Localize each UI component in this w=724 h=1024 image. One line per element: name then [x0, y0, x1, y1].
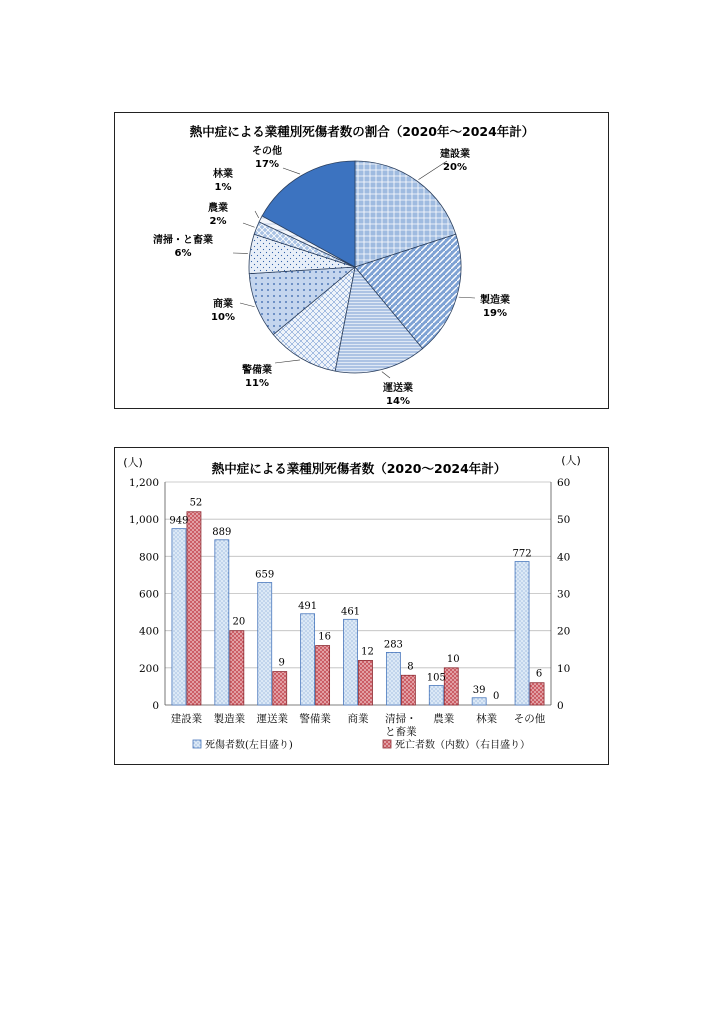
left-axis-tick: 1,200 [128, 477, 159, 489]
x-category-label: 農業 [433, 713, 455, 725]
left-axis-unit: (人) [123, 456, 143, 469]
data-label-deaths: 8 [407, 661, 414, 673]
pie-leader-line [283, 168, 300, 174]
pie-leader-line [382, 372, 390, 378]
data-label-deaths: 10 [446, 653, 460, 665]
left-axis-tick: 1,000 [128, 514, 159, 527]
pie-slice-percent: 20% [443, 162, 467, 173]
bar-casualties [344, 619, 358, 705]
pie-slice-label: 清掃・と畜業 [153, 235, 213, 246]
pie-slice-percent: 14% [386, 396, 410, 407]
data-label-deaths: 6 [535, 668, 543, 680]
pie-leader-line [459, 297, 475, 298]
legend-label-casualties: 死傷者数(左目盛り) [205, 740, 293, 751]
legend-label-deaths: 死亡者数（内数）（右目盛り） [395, 740, 530, 751]
data-label-deaths: 52 [189, 497, 203, 509]
pie-slice-label: 建設業 [440, 149, 470, 160]
bar-deaths [530, 683, 544, 705]
pie-leader-line [243, 223, 255, 227]
data-label-deaths: 9 [278, 657, 285, 669]
left-axis-tick: 600 [138, 588, 159, 601]
x-category-label: 製造業 [213, 713, 246, 725]
pie-leader-line [275, 360, 300, 363]
right-axis-tick: 10 [557, 662, 571, 675]
bar-deaths [187, 512, 201, 705]
left-axis-tick: 400 [138, 625, 159, 638]
x-category-label: 運送業 [256, 713, 288, 725]
pie-slice-percent: 19% [483, 308, 507, 319]
pie-slice-percent: 17% [255, 159, 279, 170]
bar-chart [115, 448, 610, 766]
bar-deaths [401, 675, 415, 705]
x-category-label: 清掃・ [385, 713, 417, 725]
right-axis-tick: 60 [557, 477, 571, 489]
bar-chart-panel [114, 447, 609, 765]
pie-leader-line [240, 303, 255, 307]
right-axis-unit: (人) [561, 454, 581, 467]
pie-slice-label: 林業 [213, 169, 233, 180]
bar-deaths [316, 646, 330, 705]
bar-casualties [472, 698, 486, 705]
data-label-deaths: 0 [492, 691, 500, 702]
pie-slice-label: その他 [252, 146, 282, 157]
left-axis-tick: 0 [152, 700, 159, 712]
right-axis-tick: 20 [557, 625, 571, 638]
data-label-casualties: 949 [169, 515, 189, 527]
pie-slice-label: 運送業 [383, 383, 413, 394]
data-label-deaths: 16 [318, 631, 331, 643]
bar-casualties [515, 562, 529, 705]
bar-deaths [273, 672, 287, 705]
data-label-deaths: 12 [361, 646, 374, 658]
pie-slice-percent: 6% [174, 248, 192, 259]
data-label-casualties: 889 [212, 526, 232, 538]
left-axis-tick: 800 [138, 551, 159, 564]
pie-slice-percent: 11% [245, 378, 269, 389]
pie-chart [115, 113, 610, 410]
pie-slice-percent: 1% [214, 182, 232, 193]
right-axis-tick: 40 [557, 551, 571, 564]
pie-slice-label: 農業 [208, 203, 228, 214]
x-category-label: その他 [513, 713, 546, 725]
pie-slice-percent: 2% [209, 216, 227, 227]
pie-chart-panel [114, 112, 609, 409]
pie-chart-title: 熱中症による業種別死傷者数の割合（2020年～2024年計） [189, 124, 535, 139]
pie-slice-label: 製造業 [480, 295, 510, 306]
pie-slice-label: 商業 [213, 299, 233, 310]
x-category-label: 建設業 [170, 713, 203, 725]
bar-casualties [301, 614, 315, 705]
bar-casualties [429, 685, 443, 705]
bar-chart-title: 熱中症による業種別死傷者数（2020～2024年計） [211, 461, 507, 476]
data-label-casualties: 39 [472, 684, 486, 696]
right-axis-tick: 30 [557, 588, 571, 601]
bar-casualties [386, 652, 400, 705]
x-category-label: 商業 [347, 713, 369, 725]
data-label-casualties: 772 [512, 548, 532, 560]
left-axis-tick: 200 [138, 662, 159, 675]
legend-swatch-casualties [193, 740, 201, 748]
data-label-casualties: 491 [298, 600, 318, 612]
data-label-casualties: 283 [383, 639, 403, 651]
data-label-casualties: 461 [340, 606, 361, 618]
x-category-label: 警備業 [299, 713, 331, 725]
data-label-casualties: 659 [255, 569, 275, 581]
bar-deaths [444, 668, 458, 705]
right-axis-tick: 50 [557, 514, 571, 527]
legend-swatch-deaths [383, 740, 391, 748]
data-label-deaths: 20 [232, 616, 246, 628]
pie-slice-percent: 10% [211, 312, 235, 323]
bar-casualties [172, 529, 186, 705]
pie-slice-label: 警備業 [242, 365, 272, 376]
bar-casualties [258, 583, 272, 705]
bar-deaths [230, 631, 244, 705]
right-axis-tick: 0 [557, 700, 564, 712]
pie-leader-line [255, 211, 259, 218]
bar-deaths [359, 660, 373, 705]
bar-casualties [215, 540, 229, 705]
data-label-casualties: 105 [426, 672, 446, 684]
x-category-label: 林業 [476, 713, 498, 725]
x-category-label: と畜業 [385, 726, 417, 738]
